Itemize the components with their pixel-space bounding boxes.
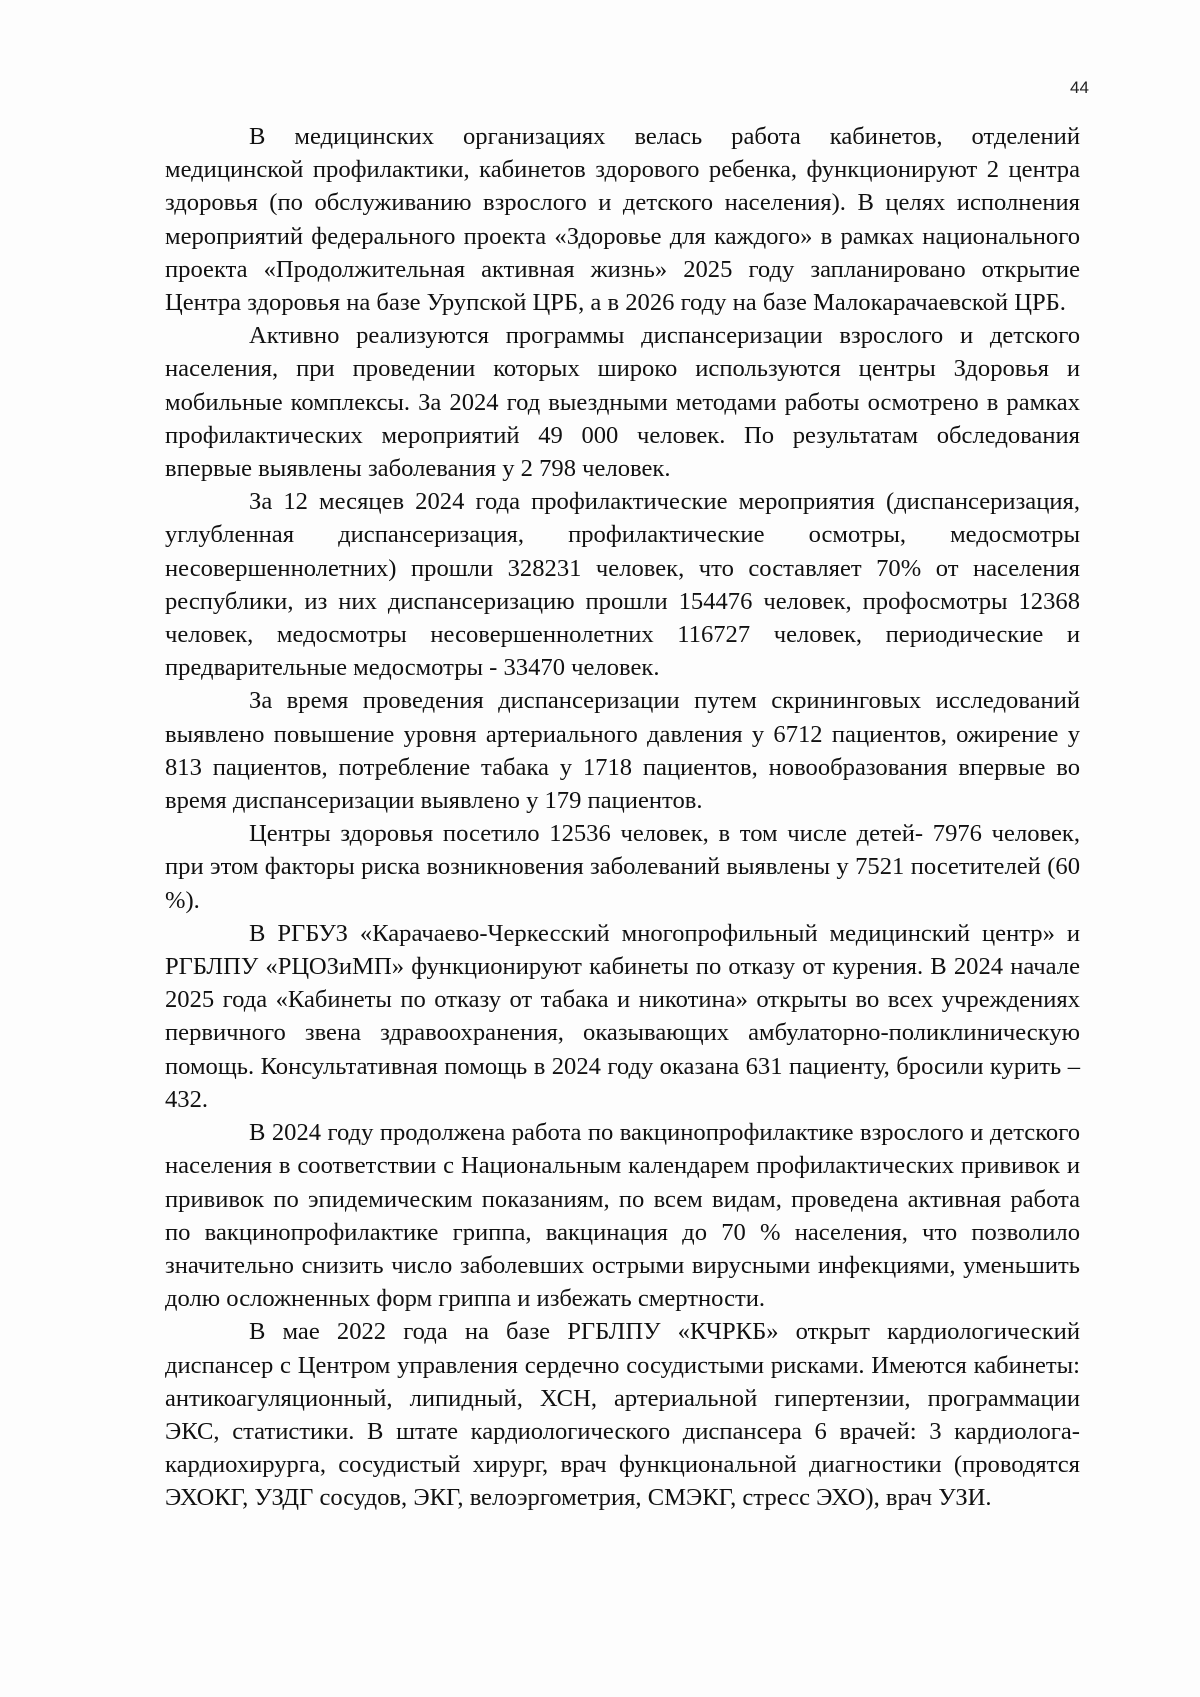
paragraph-vaccination: В 2024 году продолжена работа по вакцинопрофилактике взрослого и детского населения в соответствии с Национальным календарем профилактических прививок и прививок по эпидемическим показаниям, по всем видам, проведена активная работа по вакцинопрофилактике гриппа, вакцинация до 70 % населения, что позволило значительно снизить число заболевших острыми вирусными инфекциями, уменьшить долю осложненных форм гриппа и избежать смертности. <box>165 1119 1080 1313</box>
paragraph-health-centers: В медицинских организациях велась работа кабинетов, отделений медицинской профилактики, кабинетов здорового ребенка, функционируют 2 центра здоровья (по обслуживанию взрослого и детского населения). В целях исполнения мероприятий федерального проекта «Здоровье для каждого» в рамках национального проекта «Продолжительная активная жизнь» 2025 году запланировано открытие Центра здоровья на базе Урупской ЦРБ, а в 2026 году на базе Малокарачаевской ЦРБ. <box>165 123 1080 317</box>
paragraph-screening-results: За время проведения диспансеризации путем скрининговых исследований выявлено повышение уровня артериального давления у 6712 пациентов, ожирение у 813 пациентов, потребление табака у 1718 пациентов, новообразования впервые во время диспансеризации выявлено у 179 пациентов. <box>165 687 1080 815</box>
paragraph-preventive-measures: За 12 месяцев 2024 года профилактические мероприятия (диспансеризация, углубленная диспансеризация, профилактические осмотры, медосмотры несовершеннолетних) прошли 328231 человек, что составляет 70% от населения республики, из них диспансеризацию прошли 154476 человек, профосмотры 12368 человек, медосмотры несовершеннолетних 116727 человек, периодические и предварительные медосмотры - 33470 человек. <box>165 488 1080 682</box>
paragraph-health-center-visits: Центры здоровья посетило 12536 человек, в том числе детей- 7976 человек, при этом факторы риска возникновения заболеваний выявлены у 7521 посетителей (60 %). <box>165 820 1080 914</box>
document-body <box>165 120 1080 1515</box>
paragraph-smoking-cessation: В РГБУЗ «Карачаево-Черкесский многопрофильный медицинский центр» и РГБЛПУ «РЦОЗиМП» функционируют кабинеты по отказу от курения. В 2024 начале 2025 года «Кабинеты по отказу от табака и никотина» открыты во всех учреждениях первичного звена здравоохранения, оказывающих амбулаторно-поликлиническую помощь. Консультативная помощь в 2024 году оказана 631 пациенту, бросили курить – 432. <box>165 919 1080 1113</box>
paragraph-cardiology-dispensary: В мае 2022 года на базе РГБЛПУ «КЧРКБ» открыт кардиологический диспансер с Центром управления сердечно сосудистыми рисками. Имеются кабинеты: антикоагуляционный, липидный, ХСН, артериальной гипертензии, программации ЭКС, статистики. В штате кардиологического диспансера 6 врачей: 3 кардиолога-кардиохирурга, сосудистый хирург, врач функциональной диагностики (проводятся ЭХОКГ, УЗДГ сосудов, ЭКГ, велоэргометрия, СМЭКГ, стресс ЭХО), врач УЗИ. <box>165 1318 1080 1512</box>
paragraph-dispensary-programs: Активно реализуются программы диспансеризации взрослого и детского населения, при проведении которых широко используются центры Здоровья и мобильные комплексы. За 2024 год выездными методами работы осмотрено в рамках профилактических мероприятий 49 000 человек. По результатам обследования впервые выявлены заболевания у 2 798 человек. <box>165 322 1080 483</box>
page-number: 44 <box>1070 78 1089 97</box>
